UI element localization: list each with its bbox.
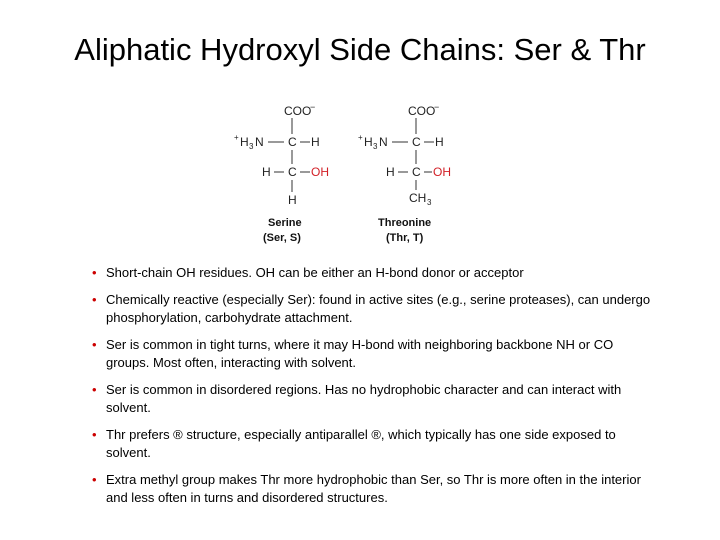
bullet-text: Short-chain OH residues. OH can be either an H-bond donor or acceptor (106, 265, 524, 280)
bullet-marker: • (92, 382, 97, 397)
bullet-text: Thr prefers ® structure, especially antiparallel ®, which typically has one side exposed to solvent. (106, 427, 616, 460)
bullet-text: Extra methyl group makes Thr more hydrophobic than Ser, so Thr is more often in the interior and less often in turns and disordered structures. (106, 472, 641, 505)
bullet-marker: • (92, 292, 97, 307)
bullet-text: Ser is common in disordered regions. Has no hydrophobic character and can interact with solvent. (106, 382, 622, 415)
serine-alpha-c: C (288, 135, 297, 149)
serine-code: (Ser, S) (263, 232, 301, 244)
threonine-atoms (358, 102, 451, 207)
serine-hydroxyl: OH (311, 165, 329, 179)
bullet-item (92, 291, 652, 327)
bullet-marker: • (92, 427, 97, 442)
bullet-item (92, 381, 652, 417)
bullet-item (92, 264, 652, 282)
serine-bottom-h: H (288, 193, 297, 207)
bullet-text: Ser is common in tight turns, where it may H-bond with neighboring backbone NH or CO groups. Most often, interacting with solvent. (106, 337, 614, 370)
serine-bonds (268, 118, 310, 192)
threonine-amine-sub: 3 (373, 142, 378, 151)
bullet-marker: • (92, 472, 97, 487)
serine-amine-h: H (240, 135, 249, 149)
threonine-alpha-c: C (412, 135, 421, 149)
threonine-hydroxyl: OH (433, 165, 451, 179)
structure-diagram (220, 100, 480, 250)
threonine-amine-h: H (364, 135, 373, 149)
threonine-amine-plus: + (358, 133, 363, 142)
threonine-beta-c: C (412, 165, 421, 179)
threonine-name: Threonine (378, 217, 432, 229)
serine-amine-n: N (255, 135, 264, 149)
threonine-carboxyl: COO (408, 104, 436, 118)
bullet-list (92, 264, 652, 516)
bullet-item (92, 426, 652, 462)
bullet-marker: • (92, 337, 97, 352)
bullet-item (92, 471, 652, 507)
threonine-amine-n: N (379, 135, 388, 149)
serine-name: Serine (268, 217, 302, 229)
serine-alpha-h: H (311, 135, 320, 149)
amino-acid-structures-figure (220, 100, 480, 250)
threonine-bonds (392, 118, 434, 190)
serine-amine-plus: + (234, 133, 239, 142)
threonine-methyl: CH (409, 191, 427, 205)
serine-atoms (234, 102, 329, 207)
bullet-item (92, 336, 652, 372)
serine-charge: − (310, 102, 316, 112)
threonine-code: (Thr, T) (386, 232, 424, 244)
serine-beta-c: C (288, 165, 297, 179)
threonine-beta-h: H (386, 165, 395, 179)
bullet-text: Chemically reactive (especially Ser): found in active sites (e.g., serine proteases), can undergo phosphorylation, carbohydrate attachment. (106, 292, 651, 325)
threonine-charge: − (434, 102, 440, 112)
serine-beta-h: H (262, 165, 271, 179)
threonine-methyl-sub: 3 (427, 198, 432, 207)
bullet-marker: • (92, 265, 97, 280)
serine-carboxyl: COO (284, 104, 312, 118)
threonine-alpha-h: H (435, 135, 444, 149)
serine-amine-sub: 3 (249, 142, 254, 151)
slide-title: Aliphatic Hydroxyl Side Chains: Ser & Thr (74, 32, 646, 67)
